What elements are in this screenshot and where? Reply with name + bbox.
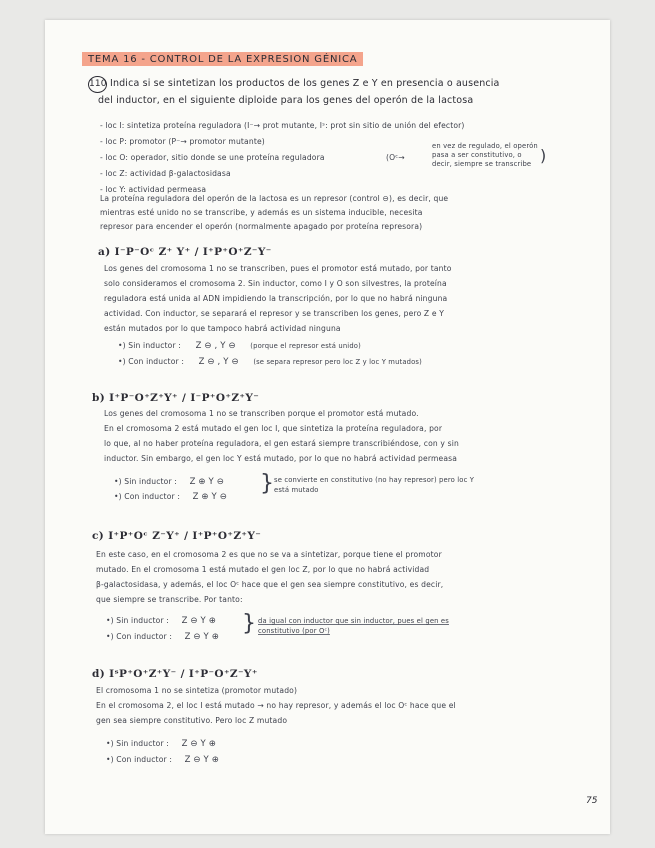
section-b-heading: b) I⁺P⁻O⁺Z⁺Y⁺ / I⁻P⁺O⁺Z⁺Y⁻ [92,392,260,404]
section-a-result: •) Con inductor : Z ⊖ , Y ⊖ (se separa represor pero loc Z y loc Y mutados) [118,357,422,367]
legend-item: - loc Z: actividad β-galactosidasa [100,169,231,178]
legend-oc-note: en vez de regulado, el operón [432,142,538,150]
section-d-result: •) Sin inductor : Z ⊖ Y ⊕ [106,739,217,749]
section-b-result: •) Sin inductor : Z ⊕ Y ⊖ [114,477,225,487]
section-a-body: solo consideramos el cromosoma 2. Sin inductor, como I y O son silvestres, la proteína [104,279,447,288]
legend-oc-label: (Oᶜ→ [386,153,405,162]
section-b-result: •) Con inductor : Z ⊕ Y ⊖ [114,492,228,502]
page-title: TEMA 16 - CONTROL DE LA EXPRESION GÉNICA [82,52,363,66]
section-b-body: lo que, al no haber proteína reguladora, el gen estará siempre transcribiéndose, con y sin [104,439,459,448]
legend-item: - loc Y: actividad permeasa [100,185,207,194]
section-d-result: •) Con inductor : Z ⊖ Y ⊕ [106,755,220,765]
section-c-result: •) Sin inductor : Z ⊖ Y ⊕ [106,616,217,626]
brace: } [260,471,274,496]
legend-item: - loc O: operador, sitio donde se une proteína reguladora [100,153,325,162]
section-c-body: mutado. En el cromosoma 1 está mutado el gen loc Z, por lo que no habrá actividad [96,565,430,574]
section-a-result: •) Sin inductor : Z ⊖ , Y ⊖ (porque el represor está unido) [118,341,361,351]
page-number: 75 [586,796,598,806]
intro-line: represor para encender el operón (normalmente apagado por proteína represora) [100,222,423,231]
legend-oc-note: pasa a ser constitutivo, o [432,151,522,159]
section-b-body: inductor. Sin embargo, el gen loc Y está mutado, por lo que no habrá actividad permeasa [104,454,458,463]
brace: } [242,611,256,636]
section-c-heading: c) I⁺P⁺Oᶜ Z⁻Y⁺ / I⁺P⁺O⁺Z⁺Y⁻ [92,530,262,542]
section-c-body: En este caso, en el cromosoma 2 es que no se va a sintetizar, porque tiene el promotor [96,550,442,559]
section-c-body: que siempre se transcribe. Por tanto: [96,595,243,604]
section-a-body: reguladora está unida al ADN impidiendo la transcripción, por lo que no habrá ninguna [104,294,448,303]
question-line-1: 110 Indica si se sintetizan los productos de los genes Z e Y en presencia o ausencia [88,76,500,93]
section-c-note: da igual con inductor que sin inductor, pues el gen es [258,617,449,625]
legend-oc-note: decir, siempre se transcribe [432,160,532,168]
section-d-body: El cromosoma 1 no se sintetiza (promotor mutado) [96,686,298,695]
brace: ) [540,146,547,165]
section-b-body: En el cromosoma 2 está mutado el gen loc I, que sintetiza la proteína reguladora, por [104,424,443,433]
section-d-heading: d) IˢP⁺O⁺Z⁺Y⁻ / I⁺P⁻O⁺Z⁻Y⁺ [92,668,258,680]
legend-item: - loc P: promotor (P⁻→ promotor mutante) [100,137,265,146]
question-number: 110 [88,76,107,93]
section-c-note: constitutivo (por Oᶜ) [258,627,330,635]
section-d-body: En el cromosoma 2, el loc I está mutado → no hay represor, y además el loc Oᶜ hace que el [96,701,456,710]
question-line-2: del inductor, en el siguiente diploide para los genes del operón de la lactosa [98,95,474,106]
intro-line: La proteína reguladora del operón de la lactosa es un represor (control ⊖), es decir, que [100,194,449,203]
section-b-note: está mutado [274,486,319,494]
intro-line: mientras esté unido no se transcribe, y además es un sistema inducible, necesita [100,208,423,217]
section-a-body: Los genes del cromosoma 1 no se transcriben, pues el promotor está mutado, por tanto [104,264,452,273]
legend-item: - loc I: sintetiza proteína reguladora (I⁻→ prot mutante, Iˢ: prot sin sitio de unión del efector) [100,121,465,130]
section-a-body: están mutados por lo que tampoco habrá actividad ninguna [104,324,341,333]
section-a-heading: a) I⁻P⁻Oᶜ Z⁺ Y⁺ / I⁺P⁺O⁺Z⁻Y⁻ [98,246,272,258]
section-b-note: se convierte en constitutivo (no hay represor) pero loc Y [274,476,475,484]
section-a-body: actividad. Con inductor, se separará el represor y se transcriben los genes, pero Z e Y [104,309,445,318]
section-c-body: β-galactosidasa, y además, el loc Oᶜ hace que el gen sea siempre constitutivo, es decir, [96,580,444,589]
section-c-result: •) Con inductor : Z ⊖ Y ⊕ [106,632,220,642]
section-d-body: gen sea siempre constitutivo. Pero loc Z mutado [96,716,288,725]
section-b-body: Los genes del cromosoma 1 no se transcriben porque el promotor está mutado. [104,409,419,418]
